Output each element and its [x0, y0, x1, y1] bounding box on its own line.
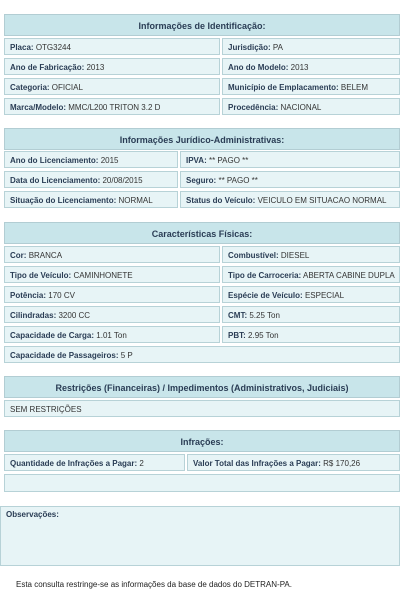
ipva-field [180, 151, 400, 168]
potencia-value: 170 CV [48, 291, 75, 300]
combustivel-value: DIESEL [280, 251, 310, 260]
procedencia-field [222, 98, 400, 115]
cilindradas-label: Cilindradas: [10, 311, 57, 320]
quantidade-infracoes-value: 2 [139, 459, 144, 468]
valor-infracoes-value: R$ 170,26 [323, 459, 361, 468]
potencia-label: Potência: [10, 291, 47, 300]
placa-field [4, 38, 220, 55]
restricoes-field [4, 400, 400, 417]
juridico-header: Informações Jurídico-Administrativas: [4, 128, 400, 150]
ano-modelo-value: 2013 [290, 63, 309, 72]
restricoes-value: SEM RESTRIÇÕES [10, 405, 82, 414]
ipva-value: ** PAGO ** [208, 156, 249, 165]
especie-veiculo-label: Espécie de Veículo: [228, 291, 303, 300]
ipva-label: IPVA: [186, 156, 207, 165]
valor-infracoes-label: Valor Total das Infrações a Pagar: [193, 459, 321, 468]
cmt-value: 5.25 Ton [249, 311, 280, 320]
tipo-carroceria-value: ABERTA CABINE DUPLA [303, 271, 395, 280]
ano-fabricacao-value: 2013 [86, 63, 105, 72]
identificacao-header: Informações de Identificação: [4, 14, 400, 36]
categoria-field [4, 78, 220, 95]
categoria-label: Categoria: [10, 83, 50, 92]
valor-infracoes-field [187, 454, 400, 471]
especie-veiculo-value: ESPECIAL [304, 291, 345, 300]
ano-modelo-label: Ano do Modelo: [228, 63, 289, 72]
status-veiculo-field [180, 191, 400, 208]
combustivel-field [222, 246, 400, 263]
jurisdicao-value: PA [272, 43, 283, 52]
ano-fabricacao-field [4, 58, 220, 75]
cor-value: BRANCA [28, 251, 63, 260]
placa-label: Placa: [10, 43, 34, 52]
footer-note: Esta consulta restringe-se as informações da base de dados do DETRAN-PA. [16, 580, 292, 589]
cmt-field [222, 306, 400, 323]
municipio-field [222, 78, 400, 95]
tipo-veiculo-value: CAMINHONETE [73, 271, 133, 280]
potencia-field [4, 286, 220, 303]
data-licenciamento-value: 20/08/2015 [102, 176, 143, 185]
jurisdicao-field [222, 38, 400, 55]
situacao-licenciamento-value: NORMAL [118, 196, 153, 205]
situacao-licenciamento-label: Situação do Licenciamento: [10, 196, 117, 205]
seguro-label: Seguro: [186, 176, 217, 185]
ano-licenciamento-label: Ano do Licenciamento: [10, 156, 99, 165]
capacidade-passageiros-value: 5 P [120, 351, 133, 360]
data-licenciamento-field [4, 171, 178, 188]
cilindradas-field [4, 306, 220, 323]
infracoes-blank-row [4, 474, 400, 492]
procedencia-label: Procedência: [228, 103, 279, 112]
cor-label: Cor: [10, 251, 27, 260]
capacidade-passageiros-field [4, 346, 400, 363]
tipo-carroceria-field [222, 266, 400, 283]
tipo-veiculo-label: Tipo de Veículo: [10, 271, 72, 280]
caracteristicas-header: Características Físicas: [4, 222, 400, 244]
categoria-value: OFICIAL [51, 83, 83, 92]
quantidade-infracoes-label: Quantidade de Infrações a Pagar: [10, 459, 138, 468]
marca-modelo-label: Marca/Modelo: [10, 103, 67, 112]
especie-veiculo-field [222, 286, 400, 303]
status-veiculo-label: Status do Veículo: [186, 196, 256, 205]
pbt-field [222, 326, 400, 343]
tipo-carroceria-label: Tipo de Carroceria: [228, 271, 302, 280]
marca-modelo-value: MMC/L200 TRITON 3.2 D [68, 103, 161, 112]
capacidade-carga-value: 1.01 Ton [96, 331, 127, 340]
ano-fabricacao-label: Ano de Fabricação: [10, 63, 85, 72]
situacao-licenciamento-field [4, 191, 178, 208]
placa-value: OTG3244 [35, 43, 71, 52]
combustivel-label: Combustível: [228, 251, 279, 260]
procedencia-value: NACIONAL [280, 103, 322, 112]
capacidade-passageiros-label: Capacidade de Passageiros: [10, 351, 119, 360]
capacidade-carga-label: Capacidade de Carga: [10, 331, 95, 340]
data-licenciamento-label: Data do Licenciamento: [10, 176, 101, 185]
ano-modelo-field [222, 58, 400, 75]
cilindradas-value: 3200 CC [58, 311, 91, 320]
municipio-label: Município de Emplacamento: [228, 83, 339, 92]
capacidade-carga-field [4, 326, 220, 343]
seguro-value: ** PAGO ** [218, 176, 258, 185]
jurisdicao-label: Jurisdição: [228, 43, 271, 52]
municipio-value: BELEM [340, 83, 369, 92]
cmt-label: CMT: [228, 311, 248, 320]
restricoes-header: Restrições (Financeiras) / Impedimentos (Administrativos, Judiciais) [4, 376, 400, 398]
seguro-field [180, 171, 400, 188]
observacoes-label: Observações: [6, 510, 59, 519]
pbt-label: PBT: [228, 331, 246, 340]
cor-field [4, 246, 220, 263]
tipo-veiculo-field [4, 266, 220, 283]
ano-licenciamento-field [4, 151, 178, 168]
status-veiculo-value: VEICULO EM SITUACAO NORMAL [257, 196, 387, 205]
infracoes-header: Infrações: [4, 430, 400, 452]
marca-modelo-field [4, 98, 220, 115]
quantidade-infracoes-field [4, 454, 185, 471]
observacoes-box [0, 506, 400, 566]
ano-licenciamento-value: 2015 [100, 156, 119, 165]
pbt-value: 2.95 Ton [248, 331, 279, 340]
